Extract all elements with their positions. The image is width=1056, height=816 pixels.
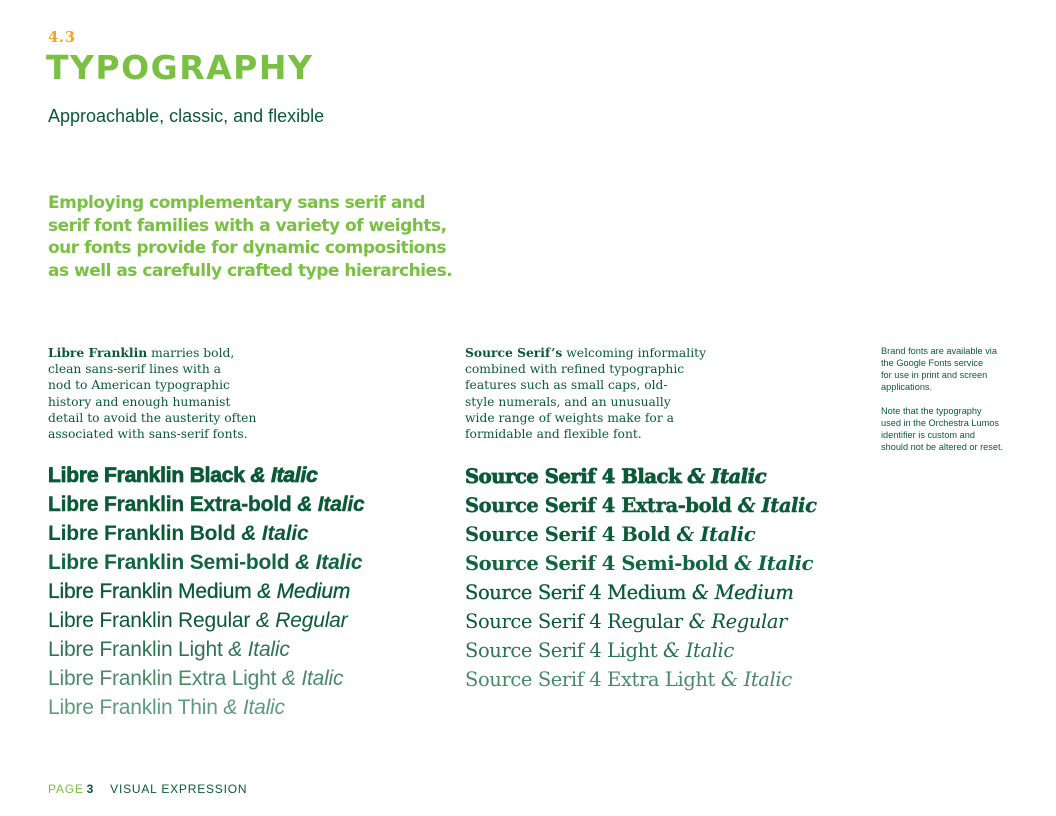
font-sample-style: & Italic [281,667,344,690]
font-sample-row [465,462,817,491]
font-sample-style: & Italic [663,639,734,662]
font-sample-row [465,549,817,578]
side-note [881,345,1021,465]
font-sample-row [48,519,364,548]
font-sample-row [465,665,817,694]
font-sample-row [48,577,364,606]
font-sample-name: Source Serif 4 Regular [465,610,683,633]
libre-franklin-weight-samples [48,461,364,722]
font-sample-style: & Regular [688,610,787,633]
font-sample-row [48,490,364,519]
font-sample-name: Source Serif 4 Black [465,465,682,488]
source-serif-description-text: welcoming informality combined with refined typographic features such as small caps, old- style numerals, and an unusually wide range of weights make for a formidable and flexible font. [465,346,707,442]
font-sample-style: & Italic [737,494,817,517]
font-sample-name: Libre Franklin Medium [48,580,252,603]
font-sample-style: & Italic [250,464,318,487]
side-note-fonts-availability: Brand fonts are available via the Google Fonts service for use in print and screen applications. [881,346,997,392]
font-sample-name: Source Serif 4 Semi-bold [465,552,729,575]
font-sample-name: Libre Franklin Semi-bold [48,551,290,574]
font-sample-row [465,520,817,549]
font-sample-style: & Medium [691,581,794,604]
font-sample-name: Libre Franklin Extra-bold [48,493,292,516]
font-sample-style: & Italic [228,638,290,661]
font-sample-name: Source Serif 4 Medium [465,581,686,604]
font-sample-style: & Italic [687,465,767,488]
font-sample-name: Source Serif 4 Extra-bold [465,494,732,517]
font-sample-name: Libre Franklin Extra Light [48,667,277,690]
font-sample-style: & Italic [223,696,285,719]
font-sample-row [465,491,817,520]
font-sample-name: Libre Franklin Light [48,638,223,661]
footer-page-label: PAGE [48,782,84,796]
section-number: 4.3 [48,28,76,46]
font-sample-name: Source Serif 4 Bold [465,523,671,546]
source-serif-description-lead: Source Serif’s [465,345,563,360]
intro-paragraph: Employing complementary sans serif and serif font families with a variety of weights, our fonts provide for dynamic compositions as well as carefully crafted type hierarchies. [48,193,453,281]
font-sample-row [465,578,817,607]
font-sample-style: & Medium [257,580,351,603]
font-sample-row [48,693,364,722]
font-sample-style: & Italic [241,522,309,545]
font-sample-style: & Italic [297,493,365,516]
font-sample-row [465,636,817,665]
source-serif-weight-samples [465,462,817,694]
side-note-identifier-warning: Note that the typography used in the Orchestra Lumos identifier is custom and should not be altered or reset. [881,406,1004,452]
footer-section-name: VISUAL EXPRESSION [110,782,248,796]
font-sample-name: Libre Franklin Black [48,464,245,487]
font-sample-row [48,548,364,577]
font-sample-row [48,664,364,693]
page-title: TYPOGRAPHY [46,48,314,87]
font-sample-row [465,607,817,636]
font-sample-style: & Italic [734,552,814,575]
font-sample-row [48,635,364,664]
font-sample-name: Libre Franklin Thin [48,696,218,719]
font-sample-row [48,606,364,635]
font-sample-name: Source Serif 4 Extra Light [465,668,715,691]
libre-franklin-description-text: marries bold, clean sans-serif lines with a nod to American typographic history and enough humanist detail to avoid the austerity often associated with sans-serif fonts. [48,346,257,442]
font-sample-row [48,461,364,490]
libre-franklin-description-lead: Libre Franklin [48,345,148,360]
font-sample-style: & Italic [295,551,363,574]
font-sample-name: Source Serif 4 Light [465,639,658,662]
font-sample-style: & Regular [255,609,348,632]
font-sample-name: Libre Franklin Bold [48,522,236,545]
font-sample-style: & Italic [676,523,756,546]
footer-page-number: 3 [86,782,95,796]
page-subtitle: Approachable, classic, and flexible [48,106,325,126]
libre-franklin-description [48,345,288,442]
font-sample-name: Libre Franklin Regular [48,609,251,632]
page-footer [48,781,247,797]
source-serif-description [465,345,725,442]
font-sample-style: & Italic [720,668,792,691]
